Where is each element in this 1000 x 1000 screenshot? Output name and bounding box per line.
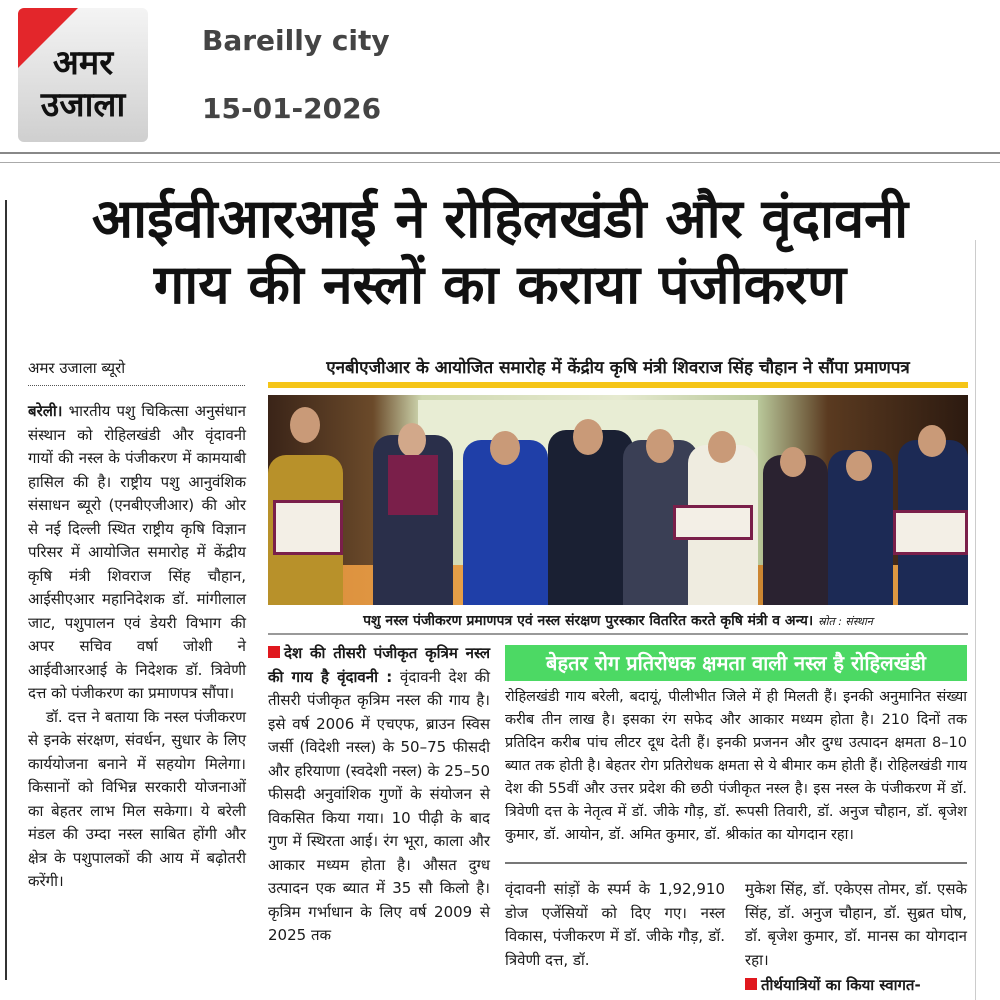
rohilkhandi-text: रोहिलखंडी गाय बरेली, बदायूं, पीलीभीत जिले में ही मिलती हैं। इनकी अनुमानित संख्या करीब तीन लाख है। इसका रंग सफेद और आकार मध्यम होता है। 210 दिनों तक प्रतिदिन करीब पांच लीटर दूध देती हैं। इनकी प्रजनन और दुग्ध उत्पादन क्षमता 8–10 ब्यात तक होती है। बेहतर रोग प्रतिरोधक क्षमता से ये बीमार कम होती हैं। रोहिलखंडी गाय देश की 55वीं और उत्तर प्रदेश की छठी पंजीकृत नस्ल है। इस नस्ल के पंजीकरण में डॉ. त्रिवेणी दत्त के नेतृत्व में डॉ. जीके गौड़, डॉ. रूपसी तिवारी, डॉ. अनुज चौहान, डॉ. बृजेश कुमार, डॉ. आयोन, डॉ. अमित कुमार, डॉ. श्रीकांत का योगदान रहा।: [505, 689, 967, 843]
byline-divider: [28, 385, 245, 386]
caption-divider: [268, 633, 968, 635]
photo-caption: [268, 611, 968, 630]
lead-column: [28, 400, 246, 894]
next-subhead-text: तीर्थयात्रियों का किया स्वागत-: [761, 976, 921, 994]
photo-headline-underline: [268, 382, 968, 388]
certificate: [273, 500, 343, 555]
amar-ujala-logo: [18, 8, 148, 142]
bullet-square-icon: [745, 978, 757, 990]
header-divider-2: [0, 162, 1000, 163]
bullet-square-icon: [268, 646, 280, 658]
vrindavani-column: [268, 642, 490, 948]
next-subhead: [745, 975, 921, 995]
vrindavani-text: वृंदावनी देश की तीसरी पंजीकृत कृत्रिम नस्ल की गाय है। इसे वर्ष 2006 में एचएफ, ब्राउन स्विस जर्सी (विदेशी नस्ल) के 50–75 फीसदी और हरियाणा (स्वदेशी नस्ल) के 25–50 फीसदी अनुवांशिक गुणों के संयोजन से विकसित किया गया। 10 पीढ़ी के बाद गुण में स्थिरता आई। रंग भूरा, काला और आकार मध्यम होता है। औसत दुग्ध उत्पादन एक ब्यात में 35 सौ किलो है। कृत्रिम गर्भाधान के लिए वर्ष 2009 से 2025 तक: [268, 667, 490, 944]
caption-text: पशु नस्ल पंजीकरण प्रमाणपत्र एवं नस्ल संरक्षण पुरस्कार वितरित करते कृषि मंत्री व अन्य।: [363, 613, 814, 629]
photo-headline: एनबीएजीआर के आयोजित समारोह में केंद्रीय कृषि मंत्री शिवराज सिंह चौहान ने सौंपा प्रमाणपत्र: [326, 358, 910, 378]
section-divider: [505, 862, 967, 864]
certificate: [673, 505, 753, 540]
edition-date: 15-01-2026: [202, 92, 382, 125]
logo-text-line2: उजाला: [40, 85, 126, 125]
photo-source: स्रोत : संस्थान: [818, 615, 873, 628]
left-column-rule: [5, 200, 7, 980]
continuation-column-2: मुकेश सिंह, डॉ. एकेएस तोमर, डॉ. एसके सिंह, डॉ. अनुज चौहान, डॉ. सुब्रत घोष, डॉ. बृजेश कुमार, डॉ. मानस का योगदान रहा।: [745, 880, 967, 969]
header-divider: [0, 152, 1000, 154]
lead-paragraph: [28, 400, 246, 706]
headline: [20, 186, 980, 318]
certificate: [893, 510, 968, 555]
right-column-rule: [975, 240, 976, 1000]
lead-text: भारतीय पशु चिकित्सा अनुसंधान संस्थान को रोहिलखंडी और वृंदावनी गायों की नस्ल के पंजीकरण में कामयाबी हासिल की है। राष्ट्रीय पशु आनुवंशिक संसाधन ब्यूरो (एनबीएजीआर) की ओर से नई दिल्ली स्थित राष्ट्रीय कृषि विज्ञान परिसर में आयोजित समारोह में केंद्रीय कृषि मंत्री शिवराज सिंह चौहान, आईसीएआर महानिदेशक डॉ. मांगीलाल जाट, पशुपालन एवं डेयरी विभाग की अपर सचिव वर्षा जोशी ने आईवीआरआई के निदेशक डॉ. त्रिवेणी दत्त को पंजीकरण का प्रमाणपत्र सौंपा।: [28, 402, 246, 702]
continuation-column-1: वृंदावनी सांड़ों के स्पर्म के 1,92,910 डोज एजेंसियों को दिए गए। नस्ल विकास, पंजीकरण में डॉ. जीके गौड़, डॉ. त्रिवेणी दत्त, डॉ.: [505, 880, 725, 969]
ceremony-photo: [268, 395, 968, 605]
paragraph-2: डॉ. दत्त ने बताया कि नस्ल पंजीकरण से इनके संरक्षण, संवर्धन, सुधार के लिए कार्ययोजना बनाने में सहयोग मिलेगा। किसानों को विभिन्न सरकारी योजनाओं का बेहतर लाभ मिल सकेगा। ये बरेली मंडल की उम्दा नस्ल साबित होंगी और क्षेत्र के पशुपालकों की आय में बढ़ोतरी करेंगी।: [28, 707, 246, 890]
headline-line-2: गाय की नस्लों का कराया पंजीकरण: [153, 253, 847, 316]
dateline: बरेली।: [28, 402, 63, 420]
rohilkhandi-box-title: बेहतर रोग प्रतिरोधक क्षमता वाली नस्ल है रोहिलखंडी: [505, 645, 967, 681]
headline-line-1: आईवीआरआई ने रोहिलखंडी और वृंदावनी: [91, 187, 909, 250]
byline: अमर उजाला ब्यूरो: [28, 359, 126, 377]
vrindavani-subhead: देश की तीसरी पंजीकृत कृत्रिम नस्ल की गाय है वृंदावनी :: [268, 644, 490, 686]
certificate: [388, 455, 438, 515]
logo-text-line1: अमर: [52, 43, 114, 83]
edition-name: Bareilly city: [202, 24, 390, 57]
